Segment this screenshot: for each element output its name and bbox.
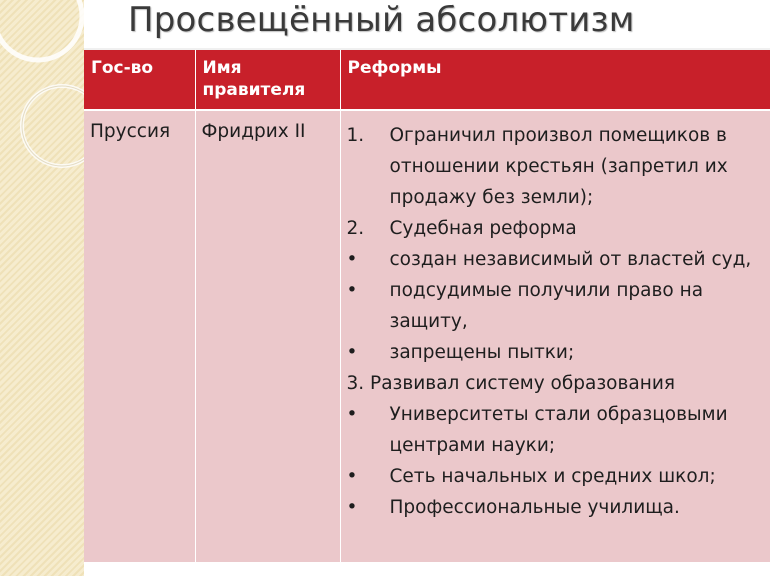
list-text: создан независимый от властей суд, <box>389 249 752 270</box>
list-marker: • <box>346 342 358 363</box>
list-text: подсудимые получили право на защиту, <box>389 280 704 332</box>
list-marker: • <box>346 466 358 487</box>
list-item <box>347 213 765 244</box>
list-marker: • <box>346 497 358 518</box>
list-text: 3. Развивал систему образования <box>346 373 675 394</box>
list-marker: • <box>346 249 358 270</box>
list-item <box>347 492 765 523</box>
list-marker: 2. <box>346 218 365 239</box>
list-item <box>347 399 765 461</box>
reform-list <box>347 120 765 523</box>
list-marker: 1. <box>346 125 365 146</box>
list-text: Судебная реформа <box>389 218 577 239</box>
list-text: Университеты стали образцовыми центрами науки; <box>389 404 728 456</box>
header-ruler: Имя правителя <box>195 50 340 110</box>
table-header-row <box>84 50 770 110</box>
list-item <box>347 244 765 275</box>
list-item <box>347 275 765 337</box>
list-item <box>347 461 765 492</box>
header-reforms: Реформы <box>340 50 770 110</box>
cell-reforms <box>340 110 770 562</box>
list-text: Профессиональные училища. <box>389 497 680 518</box>
cell-state: Пруссия <box>84 110 195 562</box>
list-marker: • <box>346 280 358 301</box>
list-marker: • <box>346 404 358 425</box>
table-row <box>84 110 770 562</box>
reforms-table <box>84 50 770 562</box>
list-text: запрещены пытки; <box>389 342 575 363</box>
cell-ruler: Фридрих II <box>195 110 340 562</box>
list-text: Ограничил произвол помещиков в отношении крестьян (запретил их продажу без земли); <box>389 125 728 208</box>
slide-title: Просвещённый абсолютизм <box>128 0 635 40</box>
list-item <box>347 120 765 213</box>
list-item <box>347 368 765 399</box>
list-text: Сеть начальных и средних школ; <box>389 466 716 487</box>
list-item <box>347 337 765 368</box>
header-state: Гос-во <box>84 50 195 110</box>
